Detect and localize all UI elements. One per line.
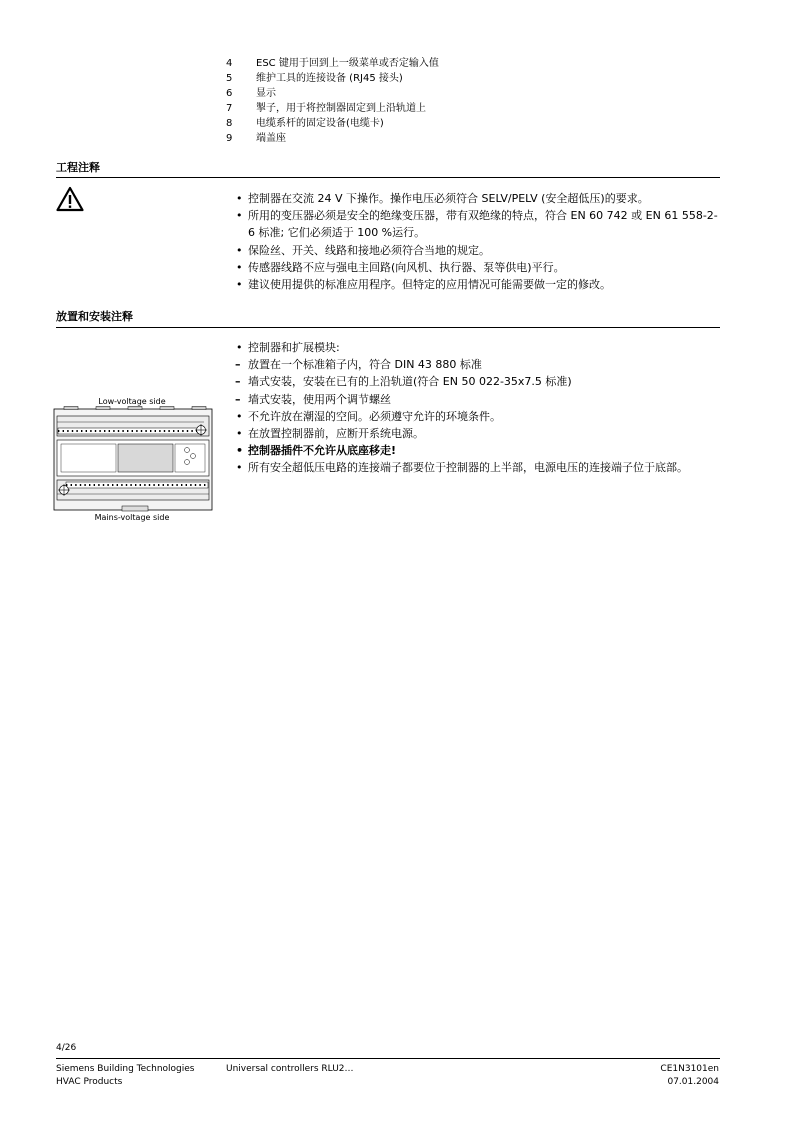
list-item: • 建议使用提供的标准应用程序。但特定的应用情况可能需要做一定的修改。	[233, 276, 723, 293]
section-title-installation: 放置和安装注释	[56, 310, 133, 323]
list-item: • 控制器和扩展模块:	[233, 339, 723, 356]
list-item: – 墙式安装，使用两个调节螺丝	[233, 391, 723, 408]
controller-diagram	[52, 406, 214, 514]
list-item: • 不允许放在潮湿的空间。必须遵守允许的环境条件。	[233, 408, 723, 425]
footer-date: 07.01.2004	[667, 1077, 719, 1087]
list-item: • 保险丝、开关、线路和接地必须符合当地的规定。	[233, 242, 723, 259]
engineering-notes-list	[233, 190, 723, 293]
list-item: • 所用的变压器必须是安全的绝缘变压器，带有双绝缘的特点，符合 EN 60 742 或 EN 61 558-2-6 标准; 它们必须适于 100 %运行。	[233, 207, 723, 241]
page-number: 4/26	[56, 1043, 77, 1053]
footer-divider	[56, 1058, 720, 1059]
legend-item: 8 电缆系杆的固定设备(电缆卡)	[226, 118, 384, 129]
footer-product: Universal controllers RLU2…	[226, 1064, 354, 1074]
diagram-bottom-label: Mains-voltage side	[94, 513, 170, 522]
list-item: • 控制器在交流 24 V 下操作。操作电压必须符合 SELV/PELV (安全超低压)的要求。	[233, 190, 723, 207]
footer-company: Siemens Building Technologies	[56, 1064, 195, 1074]
list-item: • 在放置控制器前，应断开系统电源。	[233, 425, 723, 442]
list-item: • 所有安全超低压电路的连接端子都要位于控制器的上半部，电源电压的连接端子位于底部。	[233, 459, 723, 476]
warning-triangle-icon	[56, 186, 84, 212]
list-item-warning: • 控制器插件不允许从底座移走!	[233, 442, 723, 459]
legend-item: 5 维护工具的连接设备 (RJ45 接头)	[226, 73, 403, 84]
installation-notes-list	[233, 339, 723, 477]
section-title-engineering: 工程注释	[56, 161, 100, 174]
legend-item: 9 端盖座	[226, 133, 286, 144]
footer-division: HVAC Products	[56, 1077, 123, 1087]
diagram-top-label: Low-voltage side	[98, 397, 166, 406]
legend-item: 6 显示	[226, 88, 276, 99]
section-divider	[56, 177, 720, 178]
list-item: – 墙式安装，安装在已有的上沿轨道(符合 EN 50 022-35x7.5 标准)	[233, 373, 723, 390]
legend-item: 4 ESC 键用于回到上一级菜单或否定输入值	[226, 58, 439, 69]
section-divider	[56, 327, 720, 328]
footer-doc-id: CE1N3101en	[660, 1064, 719, 1074]
legend-item: 7 掣子，用于将控制器固定到上沿轨道上	[226, 103, 426, 114]
list-item: – 放置在一个标准箱子内，符合 DIN 43 880 标准	[233, 356, 723, 373]
list-item: • 传感器线路不应与强电主回路(向风机、执行器、泵等供电)平行。	[233, 259, 723, 276]
